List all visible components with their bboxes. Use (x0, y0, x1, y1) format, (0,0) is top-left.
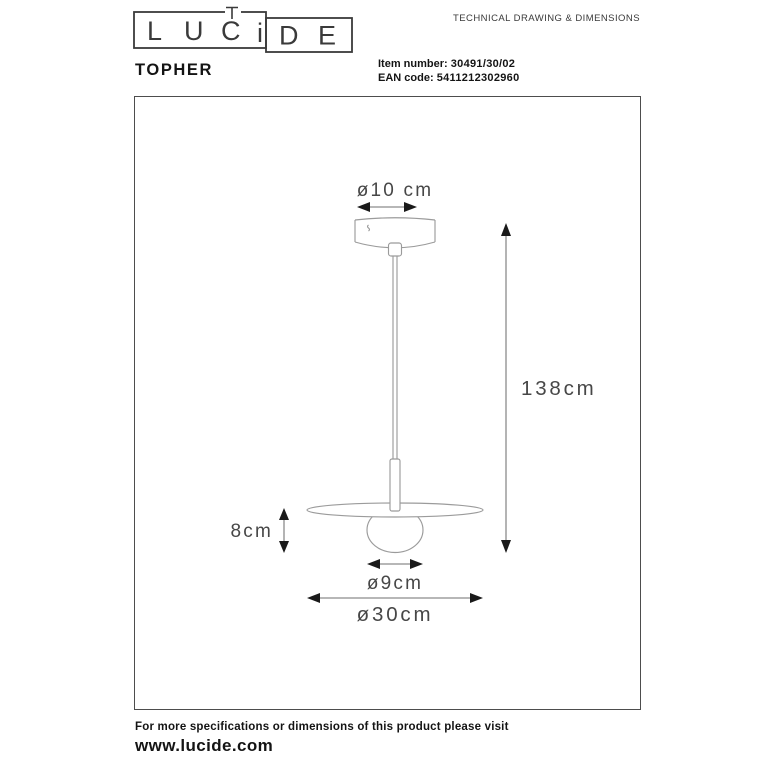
stem (390, 459, 400, 511)
dim-globe-diameter-label: ø9cm (366, 573, 424, 594)
drawing-box (134, 96, 641, 710)
logo-letter-i: i (257, 18, 263, 48)
dim-body-height-arrow (279, 508, 289, 553)
logo-letter-u: U (184, 16, 204, 46)
item-number-row (378, 57, 520, 71)
dim-disc-diameter-arrow (307, 593, 483, 603)
dim-canopy-diameter-arrow (357, 202, 417, 212)
logo-letter-d: D (279, 20, 299, 51)
doc-type-label: TECHNICAL DRAWING & DIMENSIONS (453, 13, 640, 24)
canopy-mark (368, 225, 370, 231)
footer-note: For more specifications or dimensions of this product please visit (135, 721, 509, 733)
technical-drawing (135, 97, 640, 709)
lucide-logo (133, 6, 355, 56)
dim-canopy-diameter-label: ø10 cm (356, 180, 434, 201)
dim-body-height-label: 8cm (230, 521, 273, 542)
footer-website: www.lucide.com (135, 736, 274, 755)
item-number-label: Item number: (378, 58, 448, 70)
ean-row (378, 71, 520, 85)
dim-height-arrow (501, 223, 511, 553)
product-name: TOPHER (135, 61, 214, 79)
logo-letter-l: L (147, 16, 163, 46)
logo-letter-e: E (318, 20, 337, 51)
product-meta (378, 57, 520, 85)
dim-height-label: 138cm (521, 377, 597, 400)
ean-value: 5411212302960 (436, 72, 520, 84)
logo-letter-c: C (221, 16, 241, 46)
dim-disc-diameter-label: ø30cm (356, 603, 434, 626)
cord-grip (389, 243, 402, 256)
dim-globe-diameter-arrow (367, 559, 423, 569)
item-number-value: 30491/30/02 (450, 58, 516, 70)
ean-label: EAN code: (378, 72, 434, 84)
cord (393, 256, 397, 460)
